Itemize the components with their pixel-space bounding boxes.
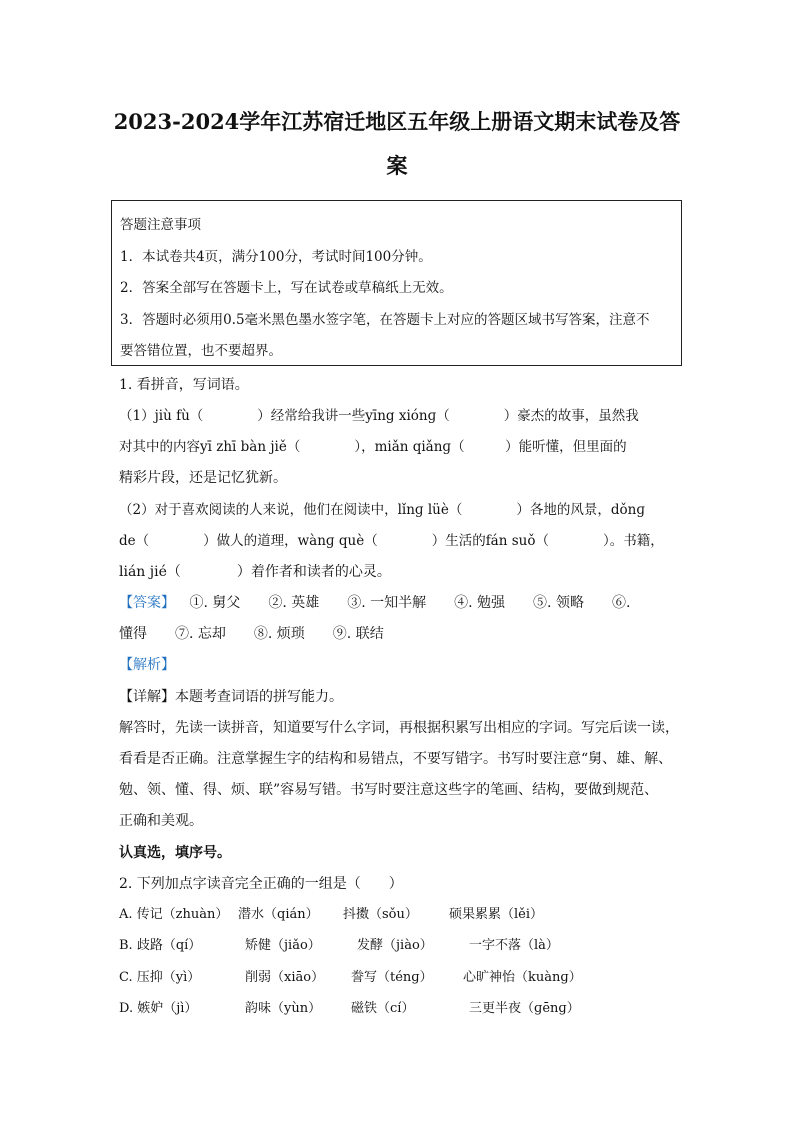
- option-c-item: 削弱（xiāo）: [245, 970, 325, 985]
- option-b-item: B. 歧路（qí）: [119, 938, 202, 953]
- question-1-line: 精彩片段，还是记忆犹新。: [119, 470, 287, 486]
- option-c-item: 誊写（ténɡ）: [351, 970, 433, 985]
- notice-box: [111, 200, 682, 366]
- option-d-item: D. 嫉妒（jì）: [119, 1001, 198, 1016]
- document-title: [110, 100, 684, 188]
- option-a-item: 硕果累累（lěi）: [449, 907, 544, 922]
- notice-item: 2．答案全部写在答题卡上，写在试卷或草稿纸上无效。: [120, 280, 453, 296]
- option-d-item: 磁铁（cí）: [351, 1001, 415, 1016]
- notice-item: 1．本试卷共4页，满分100分，考试时间100分钟。: [120, 249, 432, 265]
- notice-heading: 答题注意事项: [120, 217, 201, 233]
- question-1-line: lián jié（ ）着作者和读者的心灵。: [119, 564, 391, 580]
- notice-item: 3．答题时必须用0.5毫米黑色墨水签字笔，在答题卡上对应的答题区域书写答案，注意不: [120, 312, 650, 328]
- question-1-heading: 1. 看拼音，写词语。: [119, 377, 249, 393]
- option-d-item: 韵味（yùn）: [245, 1001, 322, 1016]
- title-line-1: 2023-2024学年江苏宿迁地区五年级上册语文期末试卷及答: [113, 109, 681, 134]
- title-line-2: 案: [386, 153, 408, 178]
- explanation-line: 勉、领、懂、得、烦、联”容易写错。书写时要注意这些字的笔画、结构，要做到规范、: [119, 782, 659, 798]
- option-a-item: A. 传记（zhuàn）: [119, 907, 229, 922]
- option-b-item: 一字不落（là）: [469, 938, 559, 953]
- answer-text: ①. 舅父 ②. 英雄 ③. 一知半解 ④. 勉强 ⑤. 领略 ⑥.: [189, 595, 631, 611]
- answer-continuation: 懂得 ⑦. 忘却 ⑧. 烦琐 ⑨. 联结: [119, 626, 384, 642]
- question-1-line: （2）对于喜欢阅读的人来说，他们在阅读中，lǐnɡ lüè（ ）各地的风景，dǒnɡ: [119, 502, 645, 518]
- detail-line: 【详解】本题考查词语的拼写能力。: [119, 689, 343, 705]
- section-heading: 认真选，填序号。: [119, 845, 231, 861]
- answer-line: [119, 593, 630, 613]
- option-a-item: 潜水（qián）: [238, 907, 319, 922]
- option-d-item: 三更半夜（ɡēnɡ）: [469, 1001, 580, 1016]
- option-a-item: 抖擞（sǒu）: [343, 907, 418, 922]
- analysis-label: 【解析】: [119, 657, 175, 673]
- option-b-item: 发酵（jiào）: [357, 938, 433, 953]
- explanation-line: 解答时，先读一读拼音，知道要写什么字词，再根据积累写出相应的字词。写完后读一读，: [119, 720, 679, 736]
- explanation-line: 正确和美观。: [119, 813, 203, 829]
- question-1-line: （1）jiù fù（ ）经常给我讲一些yīng xiónɡ（ ）豪杰的故事，虽然我: [119, 408, 639, 424]
- question-2-stem: 2. 下列加点字读音完全正确的一组是（ ）: [119, 876, 403, 892]
- question-1-line: 对其中的内容yī zhī bàn jiě（ ），miǎn qiǎnɡ（ ）能听懂，但里面的: [119, 439, 627, 455]
- answer-label: 【答案】: [119, 595, 175, 611]
- option-c-item: 心旷神怡（kuànɡ）: [463, 970, 582, 985]
- option-b-item: 矫健（jiǎo）: [245, 938, 321, 953]
- notice-item: 要答错位置，也不要超界。: [120, 343, 282, 359]
- option-c-item: C. 压抑（yì）: [119, 970, 201, 985]
- explanation-line: 看看是否正确。注意掌握生字的结构和易错点，不要写错字。书写时要注意“舅、雄、解、: [119, 751, 673, 767]
- question-1-line: de（ ）做人的道理，wànɡ què（ ）生活的fán suǒ（ ）。书籍，: [119, 533, 664, 549]
